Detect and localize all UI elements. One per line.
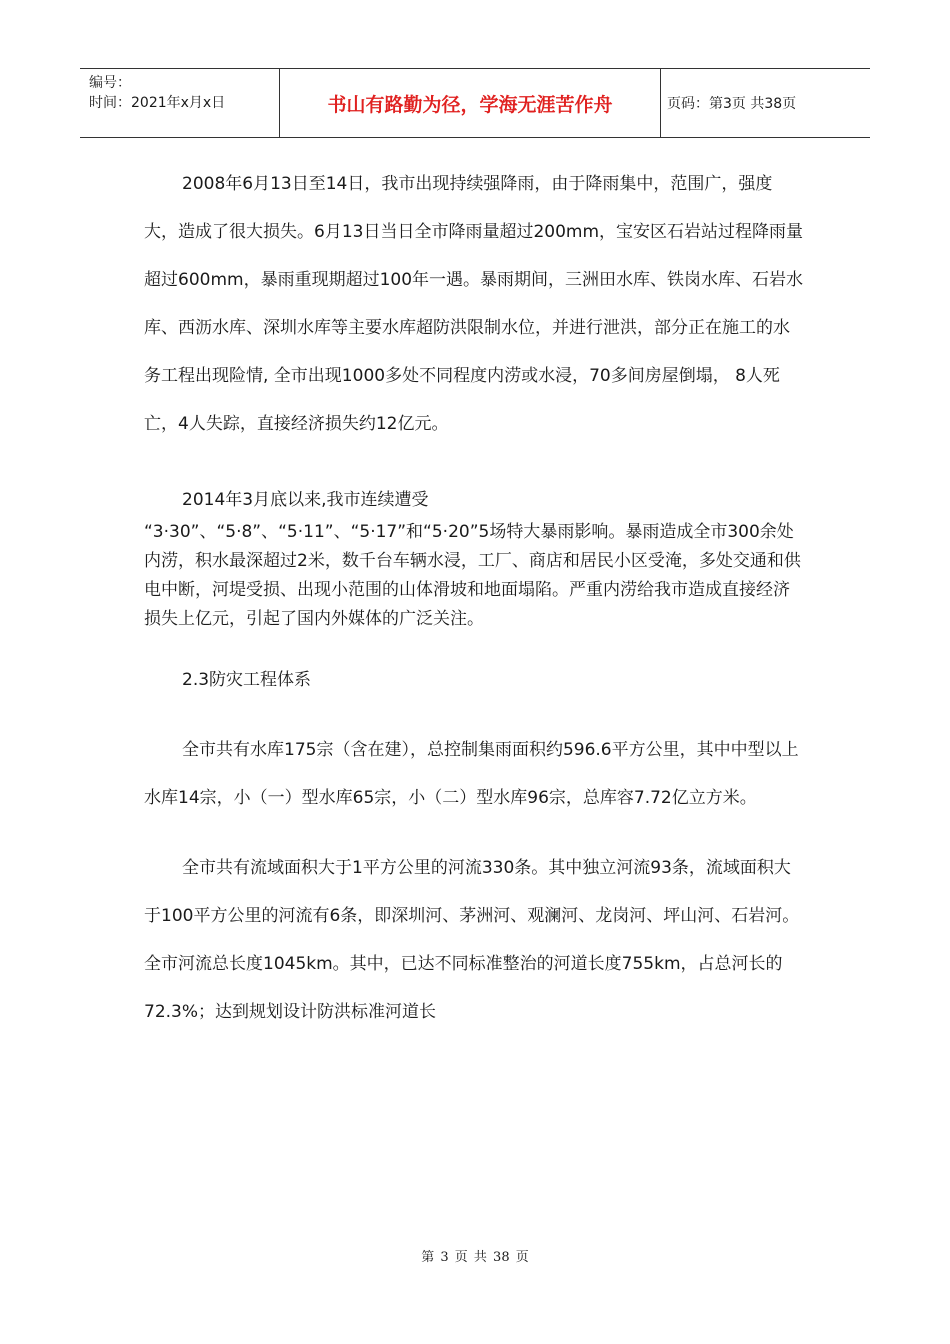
page-header (80, 68, 870, 138)
document-body (144, 160, 806, 1036)
header-page-info: 页码：第3页 共38页 (667, 96, 797, 112)
number-label: 编号： (89, 75, 131, 91)
section-heading: 2.3防灾工程体系 (182, 670, 312, 690)
time-label: 时间：2021年x月x日 (89, 95, 226, 111)
paragraph-reservoirs: 全市共有水库175宗（含在建），总控制集雨面积约596.6平方公里，其中中型以上水库14宗，小（一）型水库65宗，小（二）型水库96宗，总库容7.72亿立方米。 (144, 740, 799, 808)
header-meta (80, 69, 280, 137)
paragraph-2008-rainstorm: 2008年6月13日至14日，我市出现持续强降雨，由于降雨集中，范围广，强度大，造成了很大损失。6月13日当日全市降雨量超过200mm，宝安区石岩站过程降雨量超过600mm，暴雨重现期超过100年一遇。暴雨期间，三洲田水库、铁岗水库、石岩水库、西沥水库、深圳水库等主要水库超防洪限制水位，并进行泄洪，部分正在施工的水务工程出现险情, 全市出现1000多处不同程度内涝或水浸，70多间房屋倒塌， 8人死亡，4人失踪，直接经济损失约12亿元。 (144, 174, 804, 434)
paragraph-2014-rainstorms: “3·30”、“5·8”、“5·11”、“5·17”和“5·20”5场特大暴雨影响。暴雨造成全市300余处内涝，积水最深超过2米，数千台车辆水浸，工厂、商店和居民小区受淹，多处交通和供电中断，河堤受损、出现小范围的山体滑坡和地面塌陷。严重内涝给我市造成直接经济损失上亿元，引起了国内外媒体的广泛关注。 (144, 522, 801, 629)
page-footer: 第 3 页 共 38 页 (421, 1250, 529, 1265)
paragraph-rivers: 全市共有流域面积大于1平方公里的河流330条。其中独立河流93条，流域面积大于100平方公里的河流有6条，即深圳河、茅洲河、观澜河、龙岗河、坪山河、石岩河。全市河流总长度1045km。其中，已达不同标准整治的河道长度755km，占总河长的72.3%；达到规划设计防洪标准河道长 (144, 858, 800, 1022)
header-motto: 书山有路勤为径，学海无涯苦作舟 (280, 69, 661, 137)
paragraph-2014-intro: 2014年3月底以来,我市连续遭受 (182, 490, 429, 510)
